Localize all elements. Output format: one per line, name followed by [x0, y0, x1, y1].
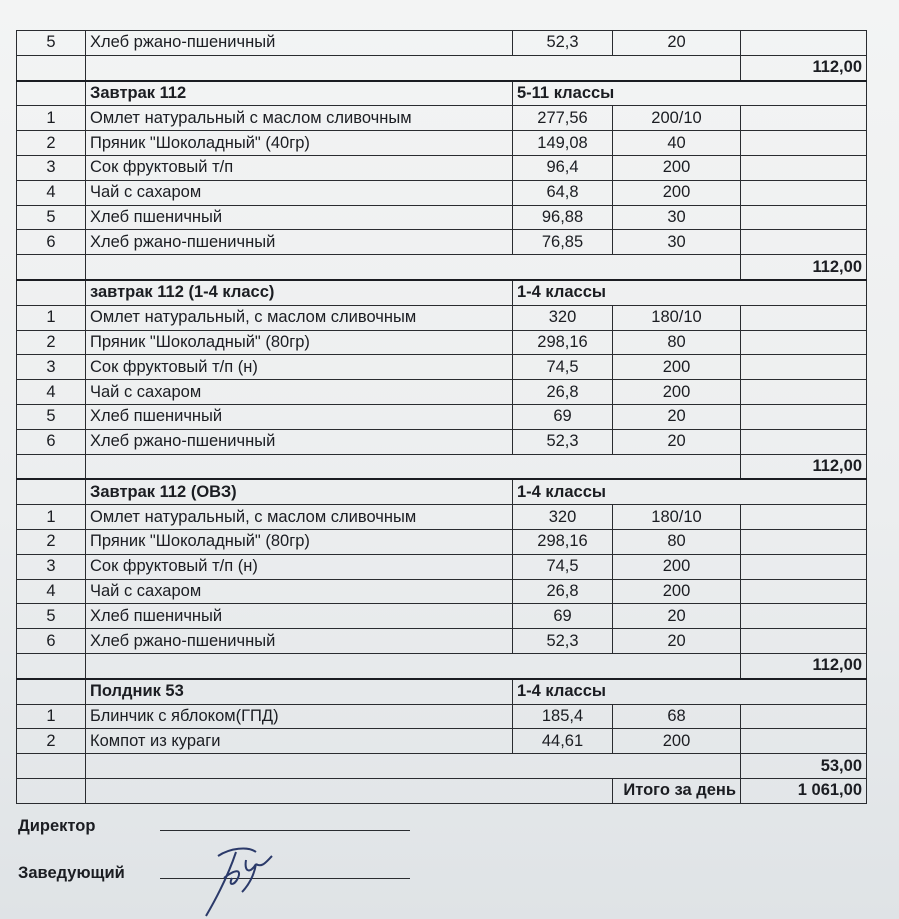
table-row — [17, 505, 867, 530]
item-number: 1 — [17, 106, 86, 131]
empty-cell — [17, 778, 86, 803]
item-price: 185,4 — [513, 704, 613, 729]
item-number: 4 — [17, 180, 86, 205]
empty-cell — [741, 429, 867, 454]
item-weight: 30 — [613, 205, 741, 230]
item-name: Чай с сахаром — [86, 380, 513, 405]
section-total: 112,00 — [741, 255, 867, 280]
empty-cell — [741, 155, 867, 180]
empty-cell — [741, 131, 867, 156]
empty-cell — [741, 505, 867, 530]
empty-cell — [741, 579, 867, 604]
item-weight: 20 — [613, 604, 741, 629]
empty-cell — [741, 704, 867, 729]
item-weight: 200 — [613, 155, 741, 180]
table-row — [17, 305, 867, 330]
item-weight: 20 — [613, 429, 741, 454]
empty-cell — [17, 479, 86, 504]
empty-cell — [86, 754, 741, 779]
empty-cell — [17, 55, 86, 80]
menu-table — [16, 30, 867, 804]
item-number: 3 — [17, 155, 86, 180]
item-name: Хлеб пшеничный — [86, 604, 513, 629]
section-grade: 1-4 классы — [513, 280, 867, 305]
item-price: 96,88 — [513, 205, 613, 230]
item-weight: 200/10 — [613, 106, 741, 131]
item-weight: 80 — [613, 330, 741, 355]
director-signature-line — [160, 830, 410, 831]
item-price: 52,3 — [513, 429, 613, 454]
item-weight: 20 — [613, 404, 741, 429]
table-row — [17, 404, 867, 429]
table-row — [17, 579, 867, 604]
item-number: 5 — [17, 604, 86, 629]
empty-cell — [17, 679, 86, 704]
item-name: Хлеб ржано-пшеничный — [86, 230, 513, 255]
section-total-row — [17, 255, 867, 280]
empty-cell — [86, 454, 741, 479]
item-name: Хлеб ржано-пшеничный — [86, 31, 513, 56]
item-number: 2 — [17, 330, 86, 355]
item-number: 6 — [17, 429, 86, 454]
item-price: 96,4 — [513, 155, 613, 180]
item-number: 4 — [17, 579, 86, 604]
empty-cell — [741, 554, 867, 579]
item-name: Сок фруктовый т/п (н) — [86, 355, 513, 380]
item-number: 1 — [17, 505, 86, 530]
item-weight: 80 — [613, 529, 741, 554]
item-price: 26,8 — [513, 579, 613, 604]
empty-cell — [741, 205, 867, 230]
item-number: 1 — [17, 704, 86, 729]
section-total-row — [17, 754, 867, 779]
item-price: 52,3 — [513, 31, 613, 56]
grand-total-row — [17, 778, 867, 803]
manager-label: Заведующий — [18, 864, 125, 882]
table-row — [17, 704, 867, 729]
table-row — [17, 330, 867, 355]
empty-cell — [86, 778, 613, 803]
item-number: 3 — [17, 355, 86, 380]
item-name: Пряник "Шоколадный" (40гр) — [86, 131, 513, 156]
item-name: Пряник "Шоколадный" (80гр) — [86, 330, 513, 355]
item-name: Чай с сахаром — [86, 579, 513, 604]
item-name: Хлеб ржано-пшеничный — [86, 429, 513, 454]
section-title: Завтрак 112 (ОВЗ) — [86, 479, 513, 504]
section-header-row — [17, 81, 867, 106]
item-price: 149,08 — [513, 131, 613, 156]
section-grade: 1-4 классы — [513, 479, 867, 504]
table-row — [17, 180, 867, 205]
item-price: 74,5 — [513, 355, 613, 380]
item-weight: 180/10 — [613, 505, 741, 530]
section-grade: 1-4 классы — [513, 679, 867, 704]
director-label: Директор — [18, 817, 96, 835]
item-name: Омлет натуральный, с маслом сливочным — [86, 305, 513, 330]
table-row — [17, 205, 867, 230]
item-weight: 68 — [613, 704, 741, 729]
table-row — [17, 355, 867, 380]
item-weight: 20 — [613, 629, 741, 654]
item-number: 2 — [17, 529, 86, 554]
item-number: 5 — [17, 404, 86, 429]
section-grade: 5-11 классы — [513, 81, 867, 106]
item-price: 26,8 — [513, 380, 613, 405]
item-weight: 200 — [613, 729, 741, 754]
empty-cell — [17, 454, 86, 479]
item-name: Омлет натуральный с маслом сливочным — [86, 106, 513, 131]
item-number: 6 — [17, 629, 86, 654]
item-weight: 200 — [613, 554, 741, 579]
handwritten-signature-icon — [190, 842, 300, 919]
item-price: 69 — [513, 604, 613, 629]
empty-cell — [17, 255, 86, 280]
empty-cell — [17, 754, 86, 779]
table-row — [17, 106, 867, 131]
table-row — [17, 604, 867, 629]
empty-cell — [86, 255, 741, 280]
item-weight: 200 — [613, 380, 741, 405]
item-weight: 200 — [613, 579, 741, 604]
empty-cell — [741, 106, 867, 131]
item-number: 5 — [17, 31, 86, 56]
item-name: Компот из кураги — [86, 729, 513, 754]
empty-cell — [741, 629, 867, 654]
table-row — [17, 529, 867, 554]
section-header-row — [17, 280, 867, 305]
item-name: Хлеб пшеничный — [86, 205, 513, 230]
empty-cell — [741, 729, 867, 754]
item-price: 320 — [513, 505, 613, 530]
item-number: 1 — [17, 305, 86, 330]
empty-cell — [17, 81, 86, 106]
empty-cell — [741, 330, 867, 355]
empty-cell — [86, 653, 741, 678]
table-row — [17, 380, 867, 405]
empty-cell — [741, 230, 867, 255]
section-total: 53,00 — [741, 754, 867, 779]
section-total: 112,00 — [741, 55, 867, 80]
empty-cell — [741, 305, 867, 330]
item-price: 44,61 — [513, 729, 613, 754]
item-weight: 20 — [613, 31, 741, 56]
empty-cell — [17, 280, 86, 305]
empty-cell — [741, 380, 867, 405]
item-price: 74,5 — [513, 554, 613, 579]
item-name: Сок фруктовый т/п (н) — [86, 554, 513, 579]
item-name: Пряник "Шоколадный" (80гр) — [86, 529, 513, 554]
table-row — [17, 131, 867, 156]
item-number: 2 — [17, 729, 86, 754]
item-weight: 30 — [613, 230, 741, 255]
item-weight: 200 — [613, 180, 741, 205]
menu-table-body — [17, 31, 867, 804]
item-price: 69 — [513, 404, 613, 429]
empty-cell — [741, 355, 867, 380]
item-number: 6 — [17, 230, 86, 255]
item-name: Омлет натуральный, с маслом сливочным — [86, 505, 513, 530]
item-price: 298,16 — [513, 330, 613, 355]
grand-total-value: 1 061,00 — [741, 778, 867, 803]
item-weight: 40 — [613, 131, 741, 156]
table-row — [17, 429, 867, 454]
section-title: Завтрак 112 — [86, 81, 513, 106]
item-weight: 200 — [613, 355, 741, 380]
item-price: 298,16 — [513, 529, 613, 554]
empty-cell — [17, 653, 86, 678]
empty-cell — [741, 31, 867, 56]
item-name: Хлеб ржано-пшеничный — [86, 629, 513, 654]
empty-cell — [86, 55, 741, 80]
section-title: завтрак 112 (1-4 класс) — [86, 280, 513, 305]
item-number: 3 — [17, 554, 86, 579]
table-row — [17, 31, 867, 56]
item-weight: 180/10 — [613, 305, 741, 330]
item-name: Сок фруктовый т/п — [86, 155, 513, 180]
section-total: 112,00 — [741, 653, 867, 678]
section-header-row — [17, 479, 867, 504]
item-price: 320 — [513, 305, 613, 330]
item-number: 2 — [17, 131, 86, 156]
table-row — [17, 729, 867, 754]
item-price: 52,3 — [513, 629, 613, 654]
item-number: 4 — [17, 380, 86, 405]
empty-cell — [741, 604, 867, 629]
item-price: 64,8 — [513, 180, 613, 205]
section-total-row — [17, 55, 867, 80]
item-name: Блинчик с яблоком(ГПД) — [86, 704, 513, 729]
empty-cell — [741, 180, 867, 205]
table-row — [17, 230, 867, 255]
item-name: Чай с сахаром — [86, 180, 513, 205]
item-name: Хлеб пшеничный — [86, 404, 513, 429]
table-row — [17, 554, 867, 579]
section-total: 112,00 — [741, 454, 867, 479]
empty-cell — [741, 404, 867, 429]
table-row — [17, 155, 867, 180]
section-title: Полдник 53 — [86, 679, 513, 704]
item-price: 76,85 — [513, 230, 613, 255]
item-price: 277,56 — [513, 106, 613, 131]
item-number: 5 — [17, 205, 86, 230]
table-row — [17, 629, 867, 654]
section-total-row — [17, 454, 867, 479]
section-total-row — [17, 653, 867, 678]
empty-cell — [741, 529, 867, 554]
grand-total-label: Итого за день — [613, 778, 741, 803]
section-header-row — [17, 679, 867, 704]
